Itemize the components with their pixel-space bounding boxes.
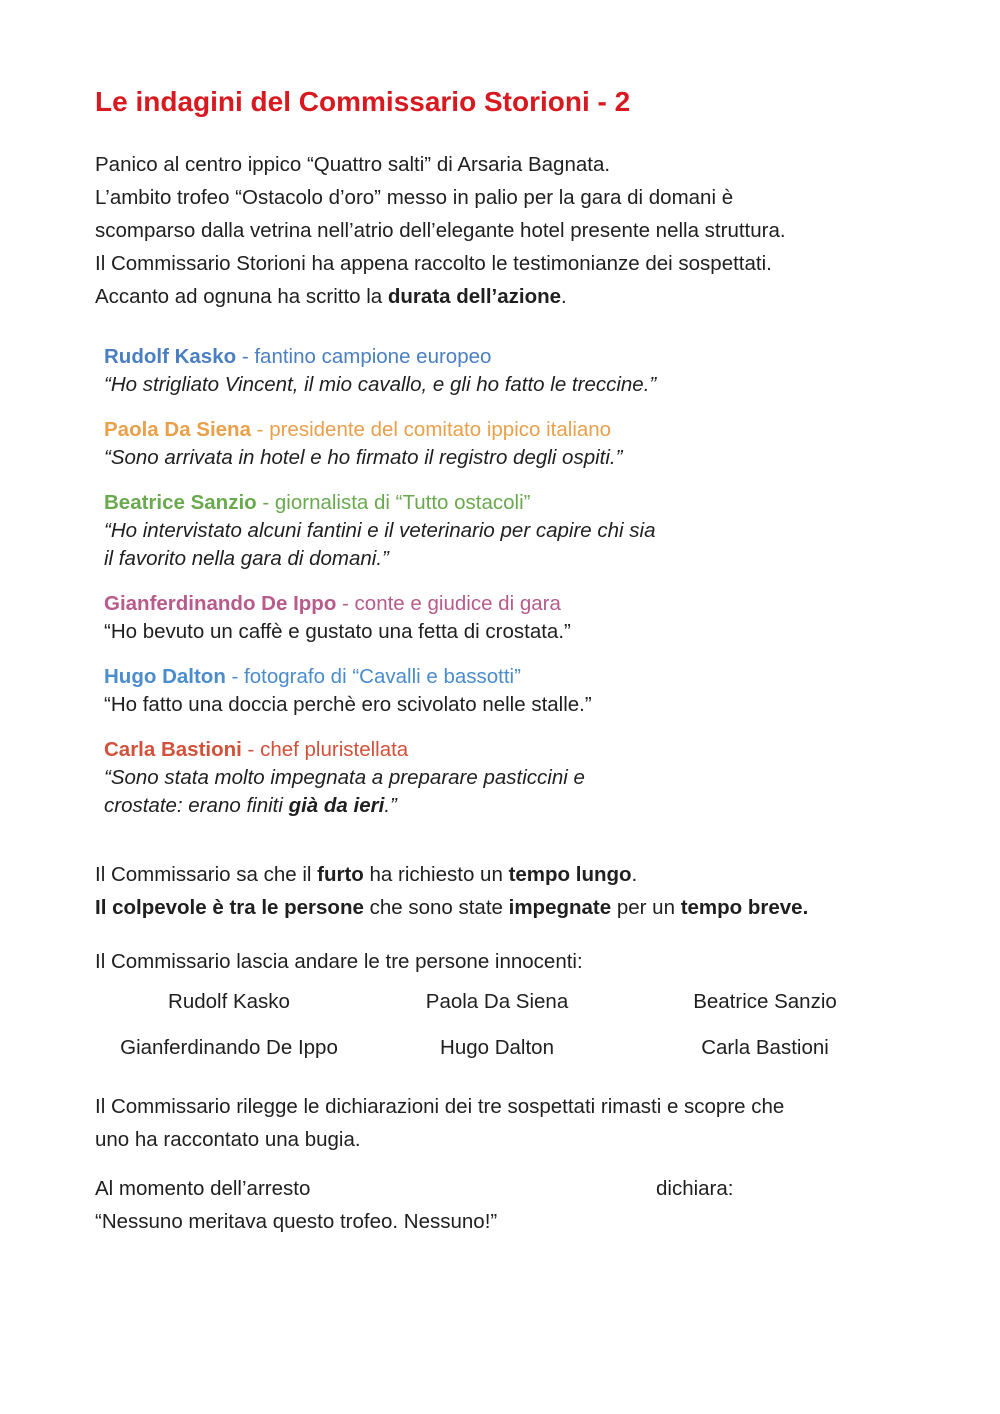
culprit-answer-blank[interactable] — [365, 1176, 635, 1206]
suspect-name: Gianferdinando De Ippo — [104, 592, 337, 615]
intro-line: scomparso dalla vetrina nell’atrio dell’elegante hotel presente nella struttura. — [95, 219, 786, 242]
rule-line — [95, 858, 935, 891]
choice-carla-bastioni[interactable]: Carla Bastioni — [701, 1036, 829, 1059]
reread-line: uno ha raccontato una bugia. — [95, 1128, 361, 1151]
rule-emphasis: tempo breve. — [680, 896, 809, 919]
suspect-name: Rudolf Kasko — [104, 345, 237, 368]
intro-text: Accanto ad ognuna ha scritto la — [95, 285, 388, 308]
suspect-header — [104, 663, 924, 691]
suspect-paola — [104, 416, 924, 472]
suspect-role: - conte e giudice di gara — [336, 592, 561, 615]
intro-line — [95, 280, 915, 313]
arrest-verb: dichiara: — [656, 1177, 734, 1200]
intro-line: L’ambito trofeo “Ostacolo d’oro” messo in palio per la gara di domani è — [95, 186, 734, 209]
release-instruction — [95, 945, 935, 978]
suspect-quote: “Ho strigliato Vincent, il mio cavallo, e gli ho fatto le treccine.” — [104, 373, 657, 396]
choice-paola-da-siena[interactable]: Paola Da Siena — [425, 990, 569, 1013]
suspect-quote: “Ho fatto una doccia perchè ero scivolato nelle stalle.” — [104, 693, 592, 716]
quote-text: crostate: erano finiti — [104, 794, 289, 817]
suspect-quote: “Ho bevuto un caffè e gustato una fetta di crostata.” — [104, 620, 571, 643]
rule-text: ha richiesto un — [363, 863, 509, 886]
suspect-quote — [104, 792, 924, 820]
choice-rudolf-kasko[interactable]: Rudolf Kasko — [168, 990, 290, 1013]
quote-text: .” — [384, 794, 397, 817]
rule-emphasis: impegnate — [508, 896, 612, 919]
suspect-quote: “Ho intervistato alcuni fantini e il veterinario per capire chi sia — [104, 519, 656, 542]
suspect-quote: “Sono arrivata in hotel e ho firmato il registro degli ospiti.” — [104, 446, 623, 469]
suspect-header — [104, 590, 924, 618]
arrest-label: Al momento dell’arresto — [95, 1177, 311, 1200]
rule-emphasis: Il colpevole è tra le persone — [95, 896, 364, 919]
suspect-role: - fotografo di “Cavalli e bassotti” — [225, 665, 521, 688]
quote-emphasis: già da ieri — [288, 794, 385, 817]
suspect-carla — [104, 736, 924, 820]
suspect-role: - chef pluristellata — [241, 738, 409, 761]
rule-emphasis: furto — [317, 863, 364, 886]
release-label: Il Commissario lascia andare le tre persone innocenti: — [95, 950, 583, 973]
rule-emphasis: tempo lungo — [508, 863, 632, 886]
rule-text: . — [631, 863, 638, 886]
suspect-name: Paola Da Siena — [104, 418, 251, 441]
suspect-quote: “Sono stata molto impegnata a preparare pasticcini e — [104, 766, 585, 789]
page-title: Le indagini del Commissario Storioni - 2 — [95, 86, 631, 117]
suspect-header — [104, 343, 924, 371]
intro-line: Il Commissario Storioni ha appena raccolto le testimonianze dei sospettati. — [95, 252, 772, 275]
suspect-role: - presidente del comitato ippico italiano — [250, 418, 612, 441]
suspect-beatrice — [104, 489, 924, 573]
suspect-name: Beatrice Sanzio — [104, 491, 257, 514]
reread-line: Il Commissario rilegge le dichiarazioni dei tre sospettati rimasti e scopre che — [95, 1095, 785, 1118]
suspect-header — [104, 416, 924, 444]
deduction-rule — [95, 858, 935, 924]
choice-beatrice-sanzio[interactable]: Beatrice Sanzio — [693, 990, 837, 1013]
suspect-header — [104, 489, 924, 517]
suspect-name: Hugo Dalton — [104, 665, 226, 688]
intro-emphasis: durata dell’azione — [387, 285, 562, 308]
rule-text: Il Commissario sa che il — [95, 863, 318, 886]
suspect-hugo — [104, 663, 924, 719]
suspect-quote: il favorito nella gara di domani.” — [104, 547, 389, 570]
choice-gianferdinando-de-ippo[interactable]: Gianferdinando De Ippo — [120, 1036, 338, 1059]
intro-paragraph — [95, 148, 915, 313]
intro-line: Panico al centro ippico “Quattro salti” di Arsaria Bagnata. — [95, 153, 611, 176]
suspect-role: - giornalista di “Tutto ostacoli” — [256, 491, 531, 514]
rule-text: che sono state — [363, 896, 509, 919]
suspect-role: - fantino campione europeo — [236, 345, 492, 368]
suspect-name: Carla Bastioni — [104, 738, 242, 761]
reread-paragraph — [95, 1090, 935, 1156]
suspect-gianferdinando — [104, 590, 924, 646]
suspect-list — [104, 343, 924, 837]
rule-text: per un — [611, 896, 681, 919]
suspect-rudolf — [104, 343, 924, 399]
suspect-header — [104, 736, 924, 764]
arrest-quote: “Nessuno meritava questo trofeo. Nessuno!” — [95, 1210, 498, 1233]
choice-hugo-dalton[interactable]: Hugo Dalton — [440, 1036, 554, 1059]
intro-text: . — [561, 285, 567, 308]
rule-line — [95, 891, 935, 924]
